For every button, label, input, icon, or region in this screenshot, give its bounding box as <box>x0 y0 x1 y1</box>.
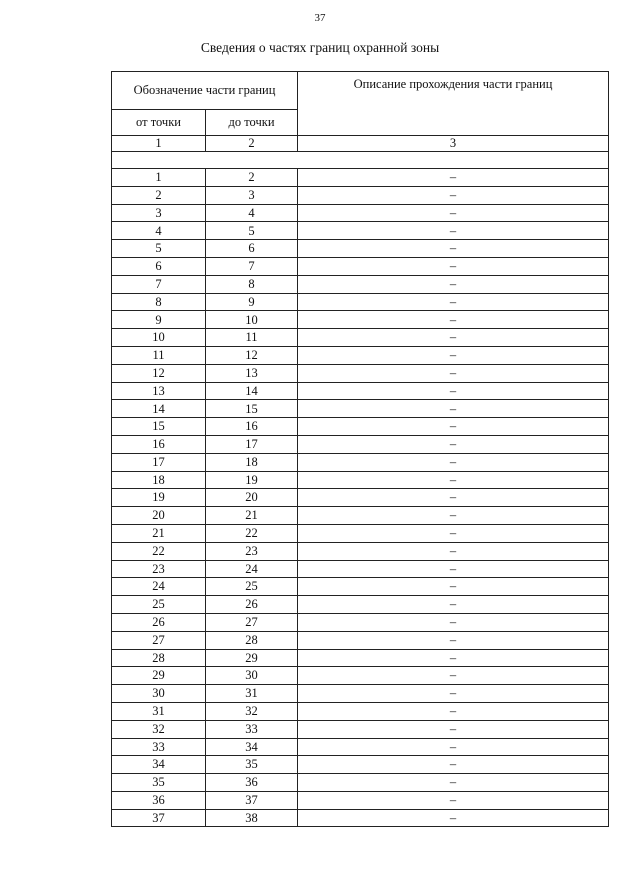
to-point-cell: 4 <box>206 204 298 222</box>
to-point-cell: 35 <box>206 756 298 774</box>
description-cell: – <box>298 667 609 685</box>
description-cell: – <box>298 596 609 614</box>
table-row <box>112 774 609 792</box>
table-row <box>112 453 609 471</box>
from-point-cell: 29 <box>112 667 206 685</box>
to-point-cell: 5 <box>206 222 298 240</box>
description-cell: – <box>298 507 609 525</box>
to-point-cell: 30 <box>206 667 298 685</box>
to-point-cell: 37 <box>206 791 298 809</box>
page-number: 37 <box>314 12 326 24</box>
table-row <box>112 240 609 258</box>
table-row <box>112 257 609 275</box>
to-point-cell: 7 <box>206 257 298 275</box>
description-cell: – <box>298 257 609 275</box>
description-cell: – <box>298 791 609 809</box>
description-cell: – <box>298 471 609 489</box>
description-cell: – <box>298 364 609 382</box>
from-point-cell: 9 <box>112 311 206 329</box>
to-point-cell: 27 <box>206 613 298 631</box>
to-point-cell: 38 <box>206 809 298 827</box>
from-point-cell: 22 <box>112 542 206 560</box>
table-row <box>112 631 609 649</box>
description-cell: – <box>298 702 609 720</box>
from-point-cell: 6 <box>112 257 206 275</box>
from-point-cell: 27 <box>112 631 206 649</box>
table-row <box>112 613 609 631</box>
description-cell: – <box>298 774 609 792</box>
description-cell: – <box>298 720 609 738</box>
header-boundary-designation: Обозначение части границ <box>112 72 298 110</box>
from-point-cell: 28 <box>112 649 206 667</box>
table-row <box>112 791 609 809</box>
from-point-cell: 30 <box>112 685 206 703</box>
table-row <box>112 382 609 400</box>
from-point-cell: 20 <box>112 507 206 525</box>
to-point-cell: 24 <box>206 560 298 578</box>
description-cell: – <box>298 329 609 347</box>
table-row <box>112 542 609 560</box>
table-row <box>112 720 609 738</box>
table-row <box>112 507 609 525</box>
to-point-cell: 2 <box>206 169 298 187</box>
description-cell: – <box>298 685 609 703</box>
description-cell: – <box>298 738 609 756</box>
from-point-cell: 21 <box>112 524 206 542</box>
description-cell: – <box>298 169 609 187</box>
to-point-cell: 16 <box>206 418 298 436</box>
table-row <box>112 275 609 293</box>
from-point-cell: 3 <box>112 204 206 222</box>
table-row <box>112 685 609 703</box>
table-row <box>112 435 609 453</box>
from-point-cell: 12 <box>112 364 206 382</box>
to-point-cell: 17 <box>206 435 298 453</box>
to-point-cell: 29 <box>206 649 298 667</box>
description-cell: – <box>298 204 609 222</box>
from-point-cell: 33 <box>112 738 206 756</box>
table-row <box>112 489 609 507</box>
table-row <box>112 809 609 827</box>
to-point-cell: 9 <box>206 293 298 311</box>
from-point-cell: 25 <box>112 596 206 614</box>
blank-separator-row <box>112 152 609 169</box>
from-point-cell: 34 <box>112 756 206 774</box>
header-description: Описание прохождения части границ <box>298 72 609 136</box>
from-point-cell: 7 <box>112 275 206 293</box>
from-point-cell: 2 <box>112 186 206 204</box>
table-row <box>112 560 609 578</box>
to-point-cell: 25 <box>206 578 298 596</box>
to-point-cell: 31 <box>206 685 298 703</box>
from-point-cell: 14 <box>112 400 206 418</box>
to-point-cell: 14 <box>206 382 298 400</box>
description-cell: – <box>298 489 609 507</box>
description-cell: – <box>298 613 609 631</box>
from-point-cell: 11 <box>112 346 206 364</box>
description-cell: – <box>298 435 609 453</box>
table-row <box>112 346 609 364</box>
table-row <box>112 756 609 774</box>
to-point-cell: 12 <box>206 346 298 364</box>
from-point-cell: 35 <box>112 774 206 792</box>
from-point-cell: 13 <box>112 382 206 400</box>
table-row <box>112 596 609 614</box>
to-point-cell: 18 <box>206 453 298 471</box>
from-point-cell: 16 <box>112 435 206 453</box>
description-cell: – <box>298 382 609 400</box>
to-point-cell: 22 <box>206 524 298 542</box>
from-point-cell: 19 <box>112 489 206 507</box>
from-point-cell: 10 <box>112 329 206 347</box>
description-cell: – <box>298 400 609 418</box>
description-cell: – <box>298 418 609 436</box>
description-cell: – <box>298 186 609 204</box>
to-point-cell: 19 <box>206 471 298 489</box>
to-point-cell: 15 <box>206 400 298 418</box>
description-cell: – <box>298 346 609 364</box>
header-from-point: от точки <box>112 110 206 136</box>
description-cell: – <box>298 809 609 827</box>
table-row <box>112 329 609 347</box>
to-point-cell: 34 <box>206 738 298 756</box>
description-cell: – <box>298 293 609 311</box>
to-point-cell: 26 <box>206 596 298 614</box>
table-row <box>112 204 609 222</box>
to-point-cell: 13 <box>206 364 298 382</box>
table-row <box>112 649 609 667</box>
description-cell: – <box>298 631 609 649</box>
boundary-parts-table <box>111 71 609 827</box>
description-cell: – <box>298 311 609 329</box>
from-point-cell: 1 <box>112 169 206 187</box>
from-point-cell: 26 <box>112 613 206 631</box>
from-point-cell: 5 <box>112 240 206 258</box>
from-point-cell: 4 <box>112 222 206 240</box>
blank-separator-cell <box>112 152 609 169</box>
description-cell: – <box>298 756 609 774</box>
column-number-3: 3 <box>298 136 609 152</box>
description-cell: – <box>298 222 609 240</box>
table-row <box>112 169 609 187</box>
description-cell: – <box>298 524 609 542</box>
table-row <box>112 364 609 382</box>
table-row <box>112 524 609 542</box>
table-row <box>112 738 609 756</box>
from-point-cell: 18 <box>112 471 206 489</box>
to-point-cell: 28 <box>206 631 298 649</box>
header-to-point: до точки <box>206 110 298 136</box>
description-cell: – <box>298 275 609 293</box>
table-body <box>112 169 609 827</box>
to-point-cell: 10 <box>206 311 298 329</box>
to-point-cell: 23 <box>206 542 298 560</box>
table-row <box>112 311 609 329</box>
table-row <box>112 667 609 685</box>
table-row <box>112 222 609 240</box>
from-point-cell: 23 <box>112 560 206 578</box>
from-point-cell: 31 <box>112 702 206 720</box>
to-point-cell: 20 <box>206 489 298 507</box>
table-row <box>112 400 609 418</box>
to-point-cell: 6 <box>206 240 298 258</box>
document-title: Сведения о частях границ охранной зоны <box>200 40 440 55</box>
from-point-cell: 17 <box>112 453 206 471</box>
from-point-cell: 15 <box>112 418 206 436</box>
to-point-cell: 36 <box>206 774 298 792</box>
from-point-cell: 24 <box>112 578 206 596</box>
to-point-cell: 8 <box>206 275 298 293</box>
from-point-cell: 32 <box>112 720 206 738</box>
to-point-cell: 3 <box>206 186 298 204</box>
column-number-1: 1 <box>112 136 206 152</box>
from-point-cell: 37 <box>112 809 206 827</box>
description-cell: – <box>298 649 609 667</box>
to-point-cell: 33 <box>206 720 298 738</box>
to-point-cell: 11 <box>206 329 298 347</box>
description-cell: – <box>298 453 609 471</box>
description-cell: – <box>298 560 609 578</box>
from-point-cell: 8 <box>112 293 206 311</box>
table-row <box>112 702 609 720</box>
table-row <box>112 293 609 311</box>
table-row <box>112 186 609 204</box>
description-cell: – <box>298 542 609 560</box>
description-cell: – <box>298 578 609 596</box>
column-number-2: 2 <box>206 136 298 152</box>
from-point-cell: 36 <box>112 791 206 809</box>
table-row <box>112 418 609 436</box>
table-row <box>112 471 609 489</box>
table-row <box>112 578 609 596</box>
description-cell: – <box>298 240 609 258</box>
to-point-cell: 32 <box>206 702 298 720</box>
to-point-cell: 21 <box>206 507 298 525</box>
